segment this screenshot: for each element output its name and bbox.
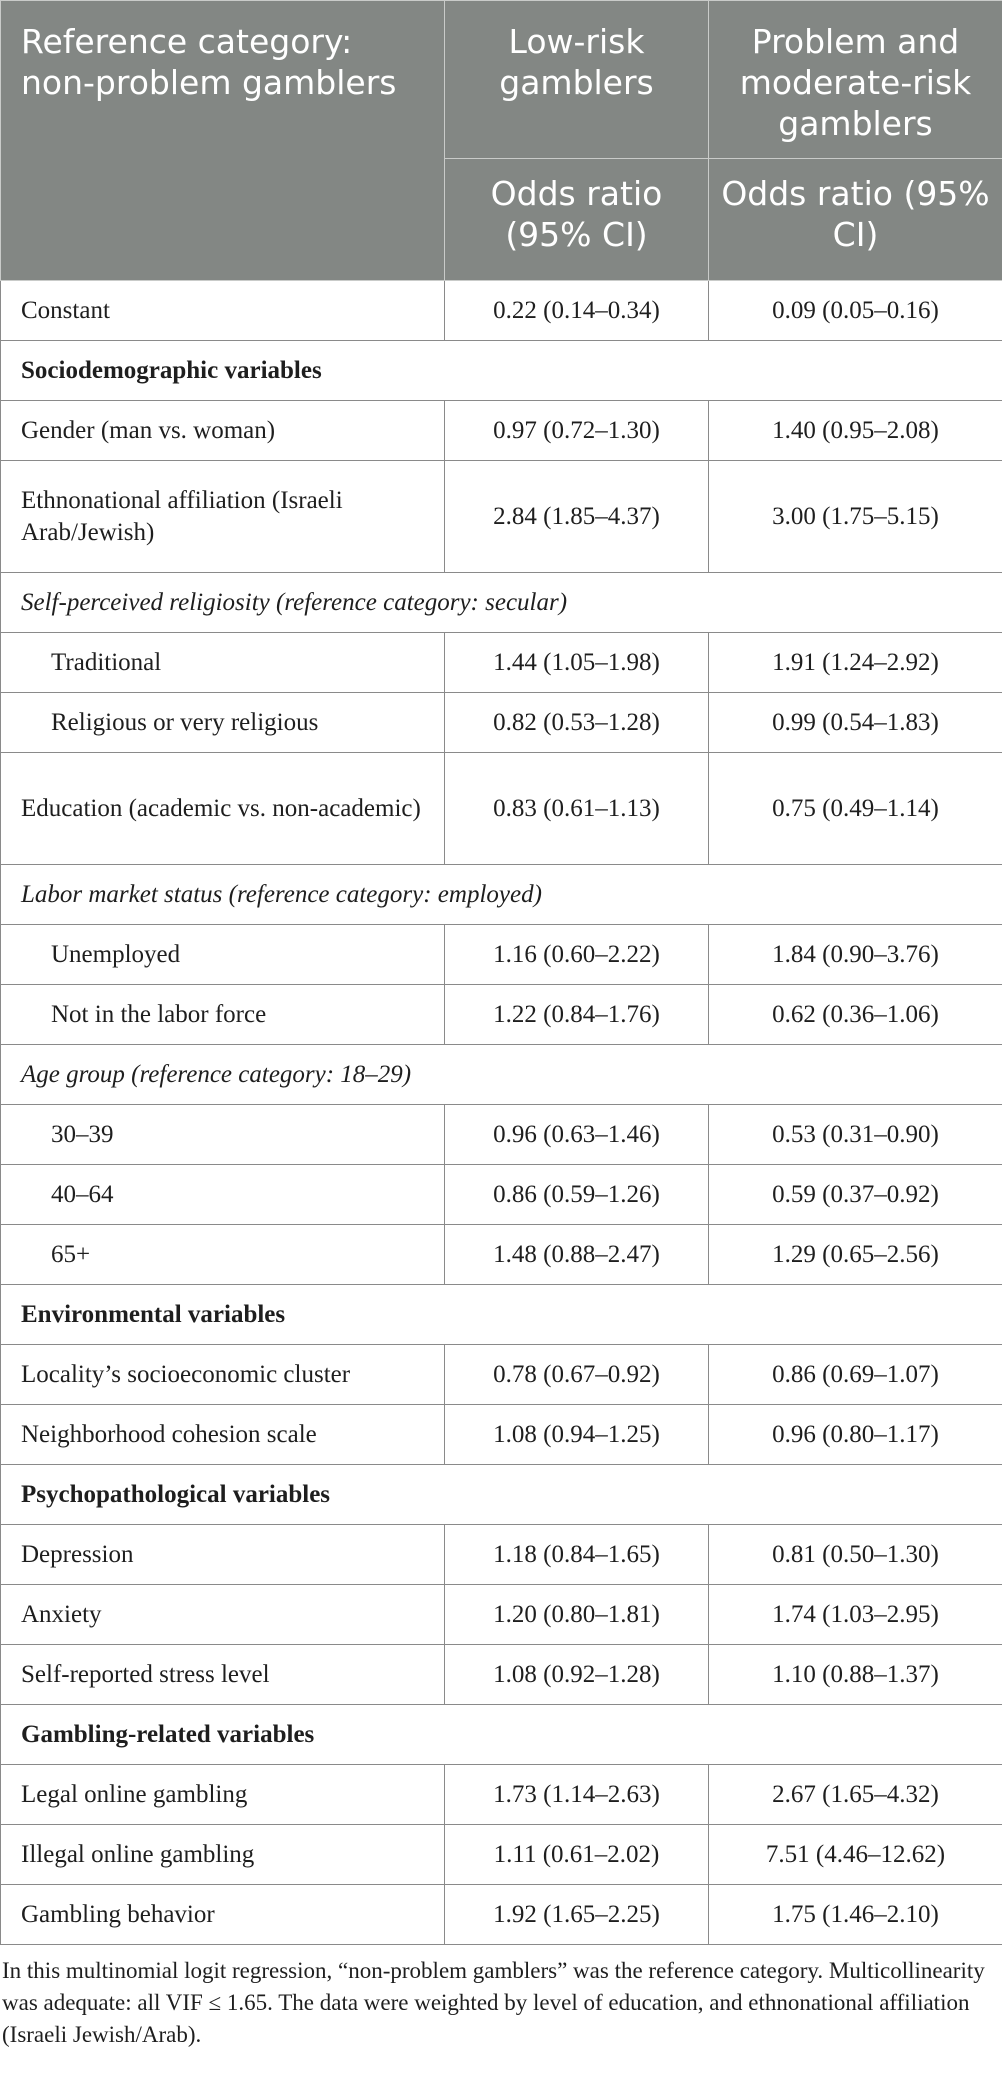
low-risk-header: Low-risk gamblers <box>445 1 709 159</box>
row-label: Religious or very religious <box>1 693 445 753</box>
low-risk-value: 1.18 (0.84–1.65) <box>445 1525 709 1585</box>
low-risk-value: 1.16 (0.60–2.22) <box>445 925 709 985</box>
low-risk-value: 0.97 (0.72–1.30) <box>445 401 709 461</box>
subsection-row <box>1 865 1002 925</box>
problem-risk-value: 1.91 (1.24–2.92) <box>709 633 1002 693</box>
row-label: 40–64 <box>1 1165 445 1225</box>
low-risk-value: 1.22 (0.84–1.76) <box>445 985 709 1045</box>
problem-risk-value: 7.51 (4.46–12.62) <box>709 1825 1002 1885</box>
row-label: Anxiety <box>1 1585 445 1645</box>
problem-risk-value: 1.74 (1.03–2.95) <box>709 1585 1002 1645</box>
row-label: 65+ <box>1 1225 445 1285</box>
problem-risk-value: 1.84 (0.90–3.76) <box>709 925 1002 985</box>
table-row <box>1 461 1002 573</box>
row-label: Education (academic vs. non-academic) <box>1 753 445 865</box>
table-row <box>1 1765 1002 1825</box>
problem-risk-header: Problem and moderate-risk gamblers <box>709 1 1002 159</box>
problem-risk-value: 1.10 (0.88–1.37) <box>709 1645 1002 1705</box>
section-heading: Environmental variables <box>1 1285 1002 1345</box>
section-heading: Psychopathological variables <box>1 1465 1002 1525</box>
row-label: Legal online gambling <box>1 1765 445 1825</box>
low-risk-value: 1.20 (0.80–1.81) <box>445 1585 709 1645</box>
table-row <box>1 1165 1002 1225</box>
row-label: Gambling behavior <box>1 1885 445 1945</box>
subsection-heading: Labor market status (reference category: employed) <box>1 865 1002 925</box>
problem-risk-value: 0.09 (0.05–0.16) <box>709 281 1002 341</box>
problem-risk-value: 0.75 (0.49–1.14) <box>709 753 1002 865</box>
problem-risk-value: 1.29 (0.65–2.56) <box>709 1225 1002 1285</box>
low-risk-value: 1.11 (0.61–2.02) <box>445 1825 709 1885</box>
problem-risk-value: 0.86 (0.69–1.07) <box>709 1345 1002 1405</box>
low-risk-value: 0.78 (0.67–0.92) <box>445 1345 709 1405</box>
low-risk-value: 0.22 (0.14–0.34) <box>445 281 709 341</box>
table-row <box>1 1105 1002 1165</box>
section-heading: Gambling-related variables <box>1 1705 1002 1765</box>
row-label: Ethnonational affiliation (Israeli Arab/Jewish) <box>1 461 445 573</box>
table-row <box>1 281 1002 341</box>
table-row <box>1 1645 1002 1705</box>
table-row <box>1 925 1002 985</box>
problem-risk-value: 1.75 (1.46–2.10) <box>709 1885 1002 1945</box>
table-row <box>1 693 1002 753</box>
table-row <box>1 1585 1002 1645</box>
subsection-heading: Self-perceived religiosity (reference category: secular) <box>1 573 1002 633</box>
header-row <box>1 1 1002 159</box>
problem-risk-value: 0.59 (0.37–0.92) <box>709 1165 1002 1225</box>
low-risk-value: 0.86 (0.59–1.26) <box>445 1165 709 1225</box>
reference-category-header: Reference category: non-problem gamblers <box>1 1 445 281</box>
problem-risk-odds-ratio-header: Odds ratio (95% CI) <box>709 159 1002 281</box>
low-risk-odds-ratio-header: Odds ratio (95% CI) <box>445 159 709 281</box>
problem-risk-value: 2.67 (1.65–4.32) <box>709 1765 1002 1825</box>
table-row <box>1 1825 1002 1885</box>
subsection-heading: Age group (reference category: 18–29) <box>1 1045 1002 1105</box>
row-label: Illegal online gambling <box>1 1825 445 1885</box>
row-label: Neighborhood cohesion scale <box>1 1405 445 1465</box>
low-risk-value: 1.48 (0.88–2.47) <box>445 1225 709 1285</box>
table-row <box>1 401 1002 461</box>
row-label: Gender (man vs. woman) <box>1 401 445 461</box>
low-risk-value: 0.82 (0.53–1.28) <box>445 693 709 753</box>
table-row <box>1 985 1002 1045</box>
low-risk-value: 1.73 (1.14–2.63) <box>445 1765 709 1825</box>
row-label: Self-reported stress level <box>1 1645 445 1705</box>
section-row <box>1 341 1002 401</box>
problem-risk-value: 0.99 (0.54–1.83) <box>709 693 1002 753</box>
table-row <box>1 1225 1002 1285</box>
problem-risk-value: 0.53 (0.31–0.90) <box>709 1105 1002 1165</box>
table-row <box>1 1525 1002 1585</box>
section-row <box>1 1705 1002 1765</box>
table-row <box>1 1345 1002 1405</box>
subsection-row <box>1 573 1002 633</box>
section-row <box>1 1285 1002 1345</box>
row-label: Constant <box>1 281 445 341</box>
row-label: Unemployed <box>1 925 445 985</box>
problem-risk-value: 0.81 (0.50–1.30) <box>709 1525 1002 1585</box>
section-row <box>1 1465 1002 1525</box>
low-risk-value: 1.08 (0.92–1.28) <box>445 1645 709 1705</box>
problem-risk-value: 0.96 (0.80–1.17) <box>709 1405 1002 1465</box>
table-row <box>1 1885 1002 1945</box>
row-label: Locality’s socioeconomic cluster <box>1 1345 445 1405</box>
low-risk-value: 0.83 (0.61–1.13) <box>445 753 709 865</box>
section-heading: Sociodemographic variables <box>1 341 1002 401</box>
low-risk-value: 2.84 (1.85–4.37) <box>445 461 709 573</box>
low-risk-value: 1.08 (0.94–1.25) <box>445 1405 709 1465</box>
problem-risk-value: 0.62 (0.36–1.06) <box>709 985 1002 1045</box>
row-label: Traditional <box>1 633 445 693</box>
problem-risk-value: 3.00 (1.75–5.15) <box>709 461 1002 573</box>
low-risk-value: 0.96 (0.63–1.46) <box>445 1105 709 1165</box>
problem-risk-value: 1.40 (0.95–2.08) <box>709 401 1002 461</box>
row-label: Depression <box>1 1525 445 1585</box>
table-row <box>1 753 1002 865</box>
table-footnote: In this multinomial logit regression, “non-problem gamblers” was the reference category. Multicollinearity was adequate: all VIF ≤ 1.65. The data were weighted by level of education, and ethnonational affiliation (Israeli Jewish/Arab). <box>2 1958 985 2047</box>
table-row <box>1 633 1002 693</box>
table-row <box>1 1405 1002 1465</box>
low-risk-value: 1.44 (1.05–1.98) <box>445 633 709 693</box>
row-label: 30–39 <box>1 1105 445 1165</box>
low-risk-value: 1.92 (1.65–2.25) <box>445 1885 709 1945</box>
row-label: Not in the labor force <box>1 985 445 1045</box>
subsection-row <box>1 1045 1002 1105</box>
